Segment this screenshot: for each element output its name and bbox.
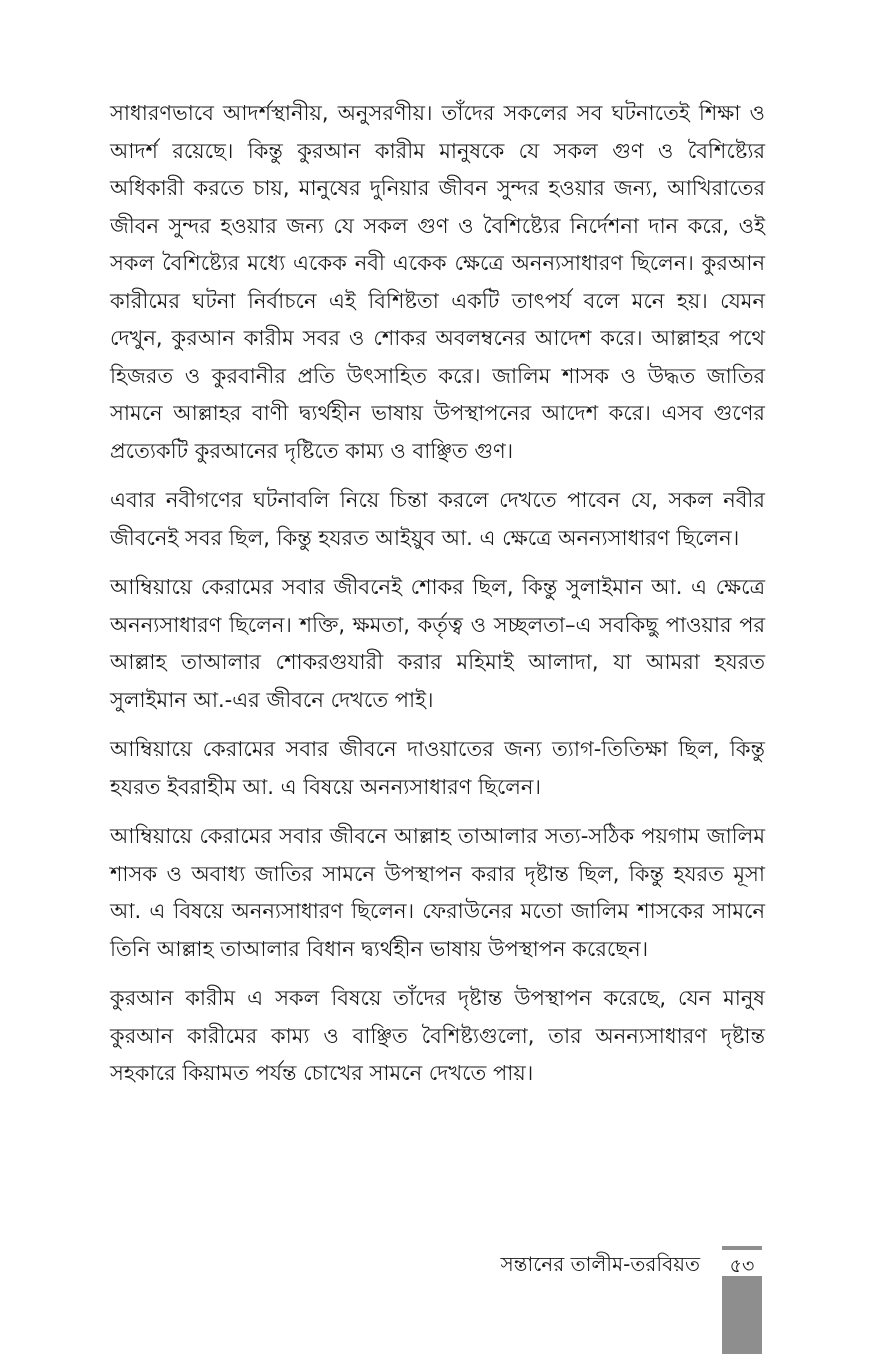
body-paragraph-2: এবার নবীগণের ঘটনাবলি নিয়ে চিন্তা করলে দেখতে পাবেন যে, সকল নবীর জীবনেই সবর ছিল, কিন্তু হযরত আইয়ুব আ. এ ক্ষেত্রে অনন্যসাধারণ ছিলেন। [110, 488, 765, 550]
page-tab [722, 1246, 762, 1354]
body-paragraph-4: আম্বিয়ায়ে কেরামের সবার জীবনে দাওয়াতের জন্য ত্যাগ-তিতিক্ষা ছিল, কিন্তু হযরত ইবরাহীম আ. এ বিষয়ে অনন্যসাধারণ ছিলেন। [110, 737, 765, 799]
body-paragraph-1: সাধারণভাবে আদর্শস্থানীয়, অনুসরণীয়। তাঁদের সকলের সব ঘটনাতেই শিক্ষা ও আদর্শ রয়েছে। কিন্তু কুরআন কারীম মানুষকে যে সকল গুণ ও বৈশিষ্ট্যের অধিকারী করতে চায়, মানুষের দুনিয়ার জীবন সুন্দর হওয়ার জন্য, আখিরাতের জীবন সুন্দর হওয়ার জন্য যে সকল গুণ ও বৈশিষ্ট্যের নির্দেশনা দান করে, ওই সকল বৈশিষ্ট্যের মধ্যে একেক নবী একেক ক্ষেত্রে অনন্যসাধারণ ছিলেন। কুরআন কারীমের ঘটনা নির্বাচনে এই বিশিষ্টতা একটি তাৎপর্য বলে মনে হয়। যেমন দেখুন, কুরআন কারীম সবর ও শোকর অবলম্বনের আদেশ করে। আল্লাহর পথে হিজরত ও কুরবানীর প্রতি উৎসাহিত করে। জালিম শাসক ও উদ্ধত জাতির সামনে আল্লাহর বাণী দ্ব্যর্থহীন ভাষায় উপস্থাপনের আদেশ করে। এসব গুণের প্রত্যেকটি কুরআনের দৃষ্টিতে কাম্য ও বাঞ্ছিত গুণ। [110, 101, 765, 463]
running-title: সন্তানের তালীম-তরবিয়ত [500, 1252, 700, 1276]
body-paragraph-6: কুরআন কারীম এ সকল বিষয়ে তাঁদের দৃষ্টান্ত উপস্থাপন করেছে, যেন মানুষ কুরআন কারীমের কাম্য ও বাঞ্ছিত বৈশিষ্ট্যগুলো, তার অনন্যসাধারণ দৃষ্টান্ত সহকারে কিয়ামত পর্যন্ত চোখের সামনে দেখতে পায়। [110, 986, 765, 1085]
page-body [110, 95, 765, 1105]
page-number: ৫৩ [729, 1255, 755, 1277]
page-footer [420, 1244, 770, 1284]
body-paragraph-5: আম্বিয়ায়ে কেরামের সবার জীবনে আল্লাহ তাআলার সত্য-সঠিক পয়গাম জালিম শাসক ও অবাধ্য জাতির সামনে উপস্থাপন করার দৃষ্টান্ত ছিল, কিন্তু হযরত মূসা আ. এ বিষয়ে অনন্যসাধারণ ছিলেন। ফেরাউনের মতো জালিম শাসকের সামনে তিনি আল্লাহ তাআলার বিধান দ্ব্যর্থহীন ভাষায় উপস্থাপন করেছেন। [110, 824, 765, 961]
page-number-box [722, 1246, 762, 1276]
body-paragraph-3: আম্বিয়ায়ে কেরামের সবার জীবনেই শোকর ছিল, কিন্তু সুলাইমান আ. এ ক্ষেত্রে অনন্যসাধারণ ছিলেন। শক্তি, ক্ষমতা, কর্তৃত্ব ও সচ্ছলতা–এ সবকিছু পাওয়ার পর আল্লাহ তাআলার শোকরগুযারী করার মহিমাই আলাদা, যা আমরা হযরত সুলাইমান আ.-এর জীবনে দেখতে পাই। [110, 575, 765, 712]
